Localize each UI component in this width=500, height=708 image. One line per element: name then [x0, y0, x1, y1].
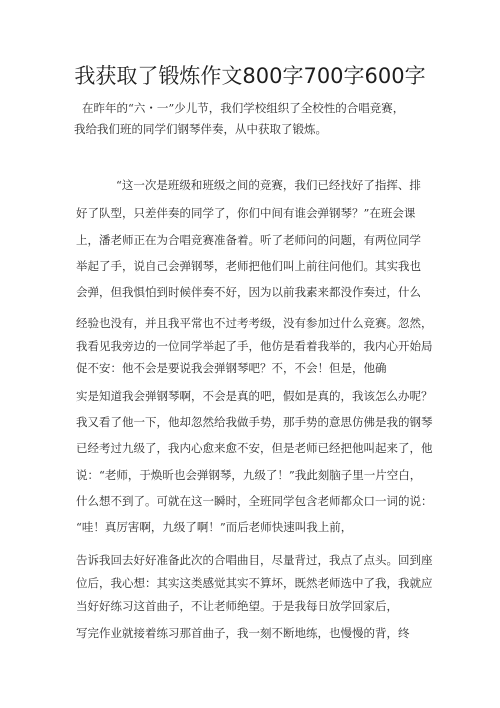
paragraph-line: 上，潘老师正在为合唱竞赛准备着。听了老师问的问题，有两位同学 [76, 233, 421, 247]
paragraph-line: 已经考过九级了，我内心愈来愈不安，但是老师已经把他叫起来了，他 [76, 441, 433, 455]
paragraph-line: 会弹，但我惧怕到时候伴奏不好，因为以前我素来都没作奏过，什么 [76, 285, 421, 299]
paragraph-line: 在昨年的“六・一”少儿节，我们学校组织了全校性的合唱竞赛， [82, 101, 405, 115]
paragraph-line: 位后，我心想：其实这类感觉其实不算坏，既然老师选中了我，我就应 [76, 576, 433, 590]
paragraph-line: 经验也没有，并且我平常也不过考考级，没有参加过什么竞赛。忽然， [76, 316, 433, 330]
paragraph-line: “哇！真厉害啊，九级了啊！”而后老师快速叫我上前， [76, 520, 353, 534]
paragraph-line: 实是知道我会弹钢琴啊，不会是真的吧，假如是真的，我该怎么办呢？ [76, 389, 433, 403]
paragraph-line: 我又看了他一下，他却忽然给我做手势，那手势的意思仿佛是我的钢琴 [76, 415, 433, 429]
document-title: 我获取了锻炼作文800字700字600字 [74, 64, 426, 88]
paragraph-line: 好了队型，只差伴奏的同学了，你们中间有谁会弹钢琴？”在班会课 [76, 206, 416, 220]
paragraph-line: 我给我们班的同学们钢琴伴奏，从中获取了锻炼。 [74, 122, 327, 136]
paragraph-line: “这一次是班级和班级之间的竞赛，我们已经找好了指挥、排 [116, 178, 421, 192]
paragraph-line: 促不安：他不会是要说我会弹钢琴吧？不，不会！但是，他确 [76, 361, 387, 375]
paragraph-line: 告诉我回去好好准备此次的合唱曲目，尽量背过，我点了点头。回到座 [76, 553, 433, 567]
paragraph-line: 什么想不到了。可就在这一瞬时，全班同学包含老师都众口一词的说： [76, 494, 433, 508]
paragraph-line: 说：“老师，于焕昕也会弹钢琴，九级了！”我此刻脑子里一片空白， [76, 468, 422, 482]
paragraph-line: 当好好练习这首曲子，不让老师绝望。于是我每日放学回家后， [76, 599, 398, 613]
paragraph-line: 举起了手，说自己会弹钢琴，老师把他们叫上前往问他们。其实我也 [76, 259, 421, 273]
paragraph-line: 写完作业就接着练习那首曲子，我一刻不断地练，也慢慢的背，终 [76, 626, 410, 640]
paragraph-line: 我看见我旁边的一位同学举起了手，他仿是看着我举的，我内心开始局 [76, 339, 433, 353]
